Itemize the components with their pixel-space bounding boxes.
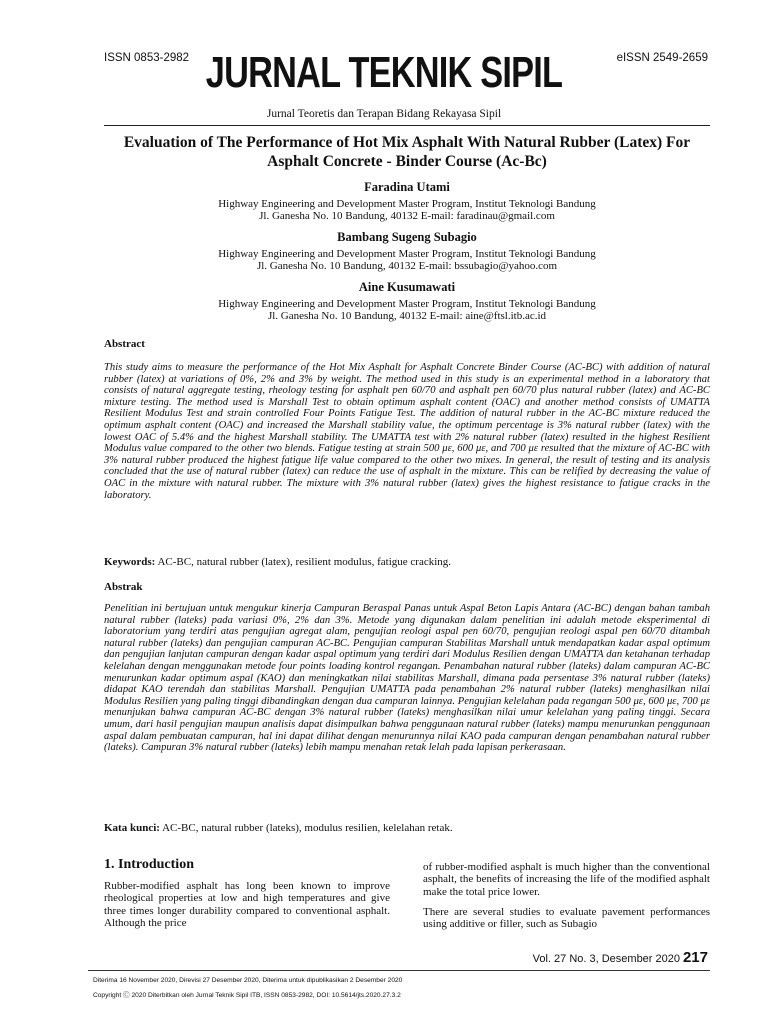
author-address: Jl. Ganesha No. 10 Bandung, 40132 E-mail: bssubagio@yahoo.com: [256, 260, 558, 272]
kata-kunci-line: [104, 822, 710, 834]
keywords-label: Keywords:: [104, 556, 156, 568]
received-dates: Diterima 16 November 2020, Direvisi 27 Desember 2020, Diterima untuk dipublikasikan 2 Desember 2020: [93, 977, 403, 984]
abstrak-text: Penelitian ini bertujuan untuk mengukur kinerja Campuran Beraspal Panas untuk Aspal Beton Lapis Antara (AC-BC) dengan bahan tambah natural rubber (lateks) pada variasi 0%, 2% dan 3%. Metode yang digunakan dalam penelitian ini adalah metode eksperimental di laboratorium yang terdiri atas pengujian agregat alam, pengujian reologi aspal pen 60/70, pengujian reologi aspal pen 60/70 ditambah natural rubber (lateks) dan pengujian campuran AC-BC. Pengujian campuran Stabilitas Marshall untuk mendapatkan kadar aspal optimum dan pengujian lanjutan campuran dengan kadar aspal optimum yang terdiri dari Modulus Resilien dengan UMATTA dan ketahanan terhadap kelelahan dengan menggunakan metode four points loading kontrol regangan. Penambahan natural rubber (lateks) dalam campuran AC-BC menurunkan kadar optimum aspal (KAO) dan meningkatkan nilai stabilitas Marshall, dimana pada persentase 3% natural rubber (lateks) didapat KAO terendah dan stabilitas Marshall. Pengujian UMATTA pada penambahan 2% natural rubber (lateks) menghasilkan nilai Modulus Resilien yang paling tinggi dibandingkan dengan dua campuran lainnya. Pengujian kelelahan pada regangan 500 με, 600 με, 700 με menunjukan bahwa campuran AC-BC dengan 3% natural rubber (lateks) menghasilkan nilai umur kelelahan yang paling tinggi. Secara umum, dari hasil pengujian maupun analisis dapat disimpulkan bahwa penggunaan natural rubber (lateks) mampu menurunkan penggunaan aspal dalam pembuatan campuran, hal ini dapat dilihat dengan menurunnya nilai KAO pada campuran dengan penambahan natural rubber (lateks). Campuran 3% natural rubber (lateks) lebih mampu menahan retak lelah pada lapisan perkerasaan.: [104, 603, 710, 754]
author-name: Aine Kusumawati: [358, 280, 456, 294]
header-divider: [104, 125, 710, 126]
author-address: Jl. Ganesha No. 10 Bandung, 40132 E-mail: aine@ftsl.itb.ac.id: [267, 310, 547, 322]
introduction-heading: 1. Introduction: [104, 857, 194, 872]
journal-subtitle: Jurnal Teoretis dan Terapan Bidang Rekayasa Sipil: [266, 108, 502, 120]
introduction-column-right-p2: There are several studies to evaluate pavement performances using additive or filler, such as Subagio: [423, 906, 710, 931]
volume-info: Vol. 27 No. 3, Desember 2020: [532, 953, 680, 965]
issn-label: ISSN 0853-2982: [104, 52, 190, 64]
abstract-text: This study aims to measure the performance of the Hot Mix Asphalt for Asphalt Concrete Binder Course (AC-BC) with addition of natural rubber (latex) at variations of 0%, 2% and 3% by weight. The method used in this study is an experimental method in a laboratory that consists of natural aggregate testing, rheology testing for asphalt pen 60/70 and asphalt pen 60/70 plus natural rubber (latex) and AC-BC mixture testing. The method used is Marshall Test to obtain optimum asphalt content (OAC) and another method consists of UMATTA Resilient Modulus Test and strain controlled Four Points Fatigue Test. The addition of natural rubber in the AC-BC mixture reduced the optimum asphalt content (OAC) and increased the Marshall stability value, the optimum percentage is 3% natural rubber (latex) with the lowest OAC of 5.4% and the highest Marshall stability. The UMATTA test with 2% natural rubber (latex) resulted in the highest Resilient Modulus value compared to the other two blends. Fatigue testing at strain 500 με, 600 με, and 700 με resulted that the mixture of AC-BC with 3% natural rubber produced the highest fatigue life value compared to the other two mixes. In general, the result of testing and its analysis concluded that the use of natural rubber (latex) can reduce the use of asphalt in the mixture. This can be relified by decreasing the value of OAC in the mixture with natural rubber. The mixture with 3% natural rubber (latex) gives the highest resistance to fatigue cracks in the laboratory.: [104, 362, 710, 501]
introduction-column-left: Rubber-modified asphalt has long been known to improve rheological properties at low and high temperatures and give three times longer durability compared to conventional asphalt. Although the price: [104, 880, 390, 930]
author-name: Faradina Utami: [364, 180, 450, 194]
copyright-line: Copyright Ⓒ 2020 Diterbitkan oleh Jurnal Teknik Sipil ITB, ISSN 0853-2982, DOI: 10.5614/jts.2020.27.3.2: [93, 992, 401, 999]
kata-kunci-value: AC-BC, natural rubber (lateks), modulus resilien, kelelahan retak.: [159, 822, 453, 834]
author-affiliation: Highway Engineering and Development Master Program, Institut Teknologi Bandung: [218, 248, 596, 260]
journal-title: JURNAL TEKNIK SIPIL: [205, 48, 563, 97]
author-name: Bambang Sugeng Subagio: [337, 230, 477, 244]
keywords-line: [104, 556, 710, 568]
page-number: 217: [682, 949, 708, 966]
author-address: Jl. Ganesha No. 10 Bandung, 40132 E-mail: faradinau@gmail.com: [259, 210, 555, 222]
author-affiliation: Highway Engineering and Development Master Program, Institut Teknologi Bandung: [218, 298, 596, 310]
abstract-heading: Abstract: [104, 338, 145, 350]
paper-title: Evaluation of The Performance of Hot Mix Asphalt With Natural Rubber (Latex) For Asphalt Concrete - Binder Course (Ac-Bc): [123, 134, 691, 170]
author-affiliation: Highway Engineering and Development Master Program, Institut Teknologi Bandung: [218, 198, 596, 210]
abstrak-heading: Abstrak: [104, 581, 143, 593]
eissn-label: eISSN 2549-2659: [616, 52, 708, 64]
footer-divider: [88, 970, 710, 971]
kata-kunci-label: Kata kunci:: [104, 822, 160, 834]
keywords-value: AC-BC, natural rubber (latex), resilient modulus, fatigue cracking.: [155, 556, 452, 568]
introduction-column-right-p1: of rubber-modified asphalt is much higher than the conventional asphalt, the benefits of increasing the life of the modified asphalt make the total price lower.: [423, 861, 710, 898]
